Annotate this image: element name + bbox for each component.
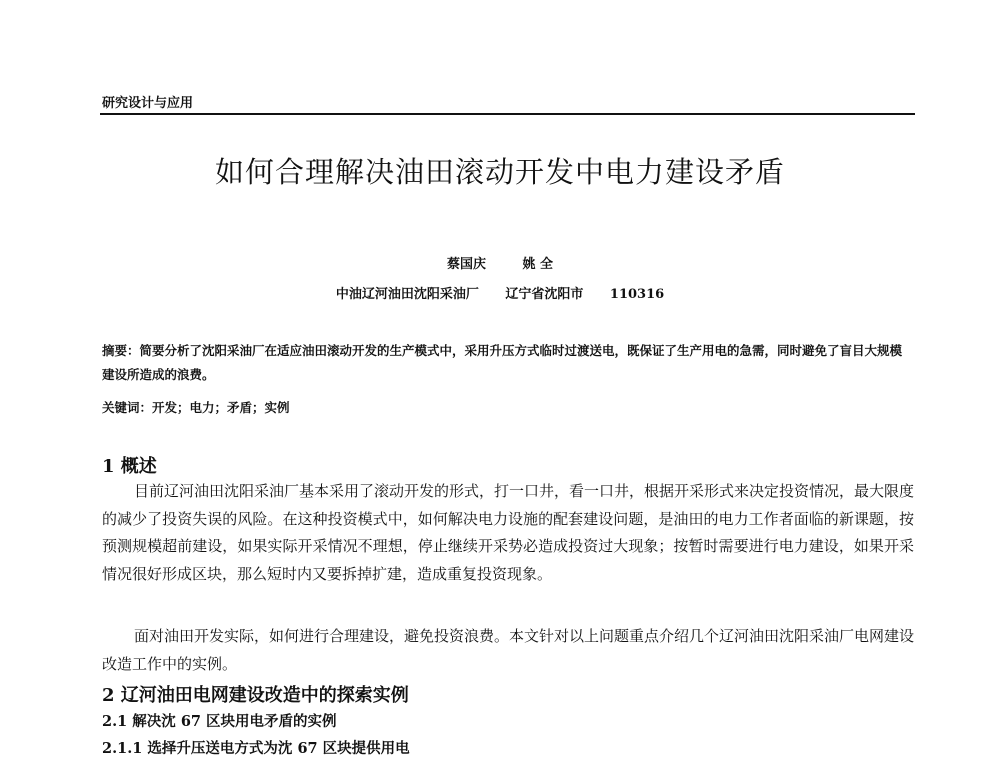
section-heading: 2 辽河油田电网建设改造中的探索实例 — [102, 685, 409, 706]
keywords-text: 开发；电力；矛盾；实例 — [152, 400, 290, 415]
affiliation-location: 辽宁省沈阳市 — [505, 287, 584, 302]
abstract-text: 简要分析了沈阳采油厂在适应油田滚动开发的生产模式中，采用升压方式临时过渡送电，既保证了生产用电的急需，同时避免了盲目大规模建设所造成的浪费。 — [102, 343, 903, 382]
abstract — [102, 339, 914, 387]
header-rule — [100, 113, 915, 115]
subsection-heading: 2.1 解决沈 67 区块用电矛盾的实例 — [102, 713, 337, 730]
affiliation — [0, 283, 1000, 302]
affiliation-postcode: 110316 — [609, 287, 665, 302]
body-paragraph: 目前辽河油田沈阳采油厂基本采用了滚动开发的形式，打一口井，看一口井，根据开采形式来决定投资情况，最大限度的减少了投资失误的风险。在这种投资模式中，如何解决电力设施的配套建设问题，是油田的电力工作者面临的新课题，按预测规模超前建设，如果实际开采情况不理想，停止继续开采势必造成投资过大现象；按暂时需要进行电力建设，如果开采情况很好形成区块，那么短时内又要拆掉扩建，造成重复投资现象。 — [102, 482, 915, 583]
subsection-heading: 2.1.1 选择升压送电方式为沈 67 区块提供用电 — [102, 740, 410, 757]
authors — [0, 253, 1000, 272]
affiliation-org: 中油辽河油田沈阳采油厂 — [335, 287, 479, 302]
keywords — [102, 398, 290, 416]
section-heading: 1 概述 — [102, 456, 157, 477]
paper-title: 如何合理解决油田滚动开发中电力建设矛盾 — [214, 155, 785, 189]
abstract-label: 摘要： — [102, 343, 140, 358]
body-paragraph: 面对油田开发实际，如何进行合理建设，避免投资浪费。本文针对以上问题重点介绍几个辽河油田沈阳采油厂电网建设改造工作中的实例。 — [102, 627, 915, 673]
author-name: 姚 全 — [522, 257, 554, 272]
keywords-label: 关键词： — [102, 400, 153, 415]
section-label: 研究设计与应用 — [102, 96, 194, 111]
author-name: 蔡国庆 — [446, 257, 486, 272]
